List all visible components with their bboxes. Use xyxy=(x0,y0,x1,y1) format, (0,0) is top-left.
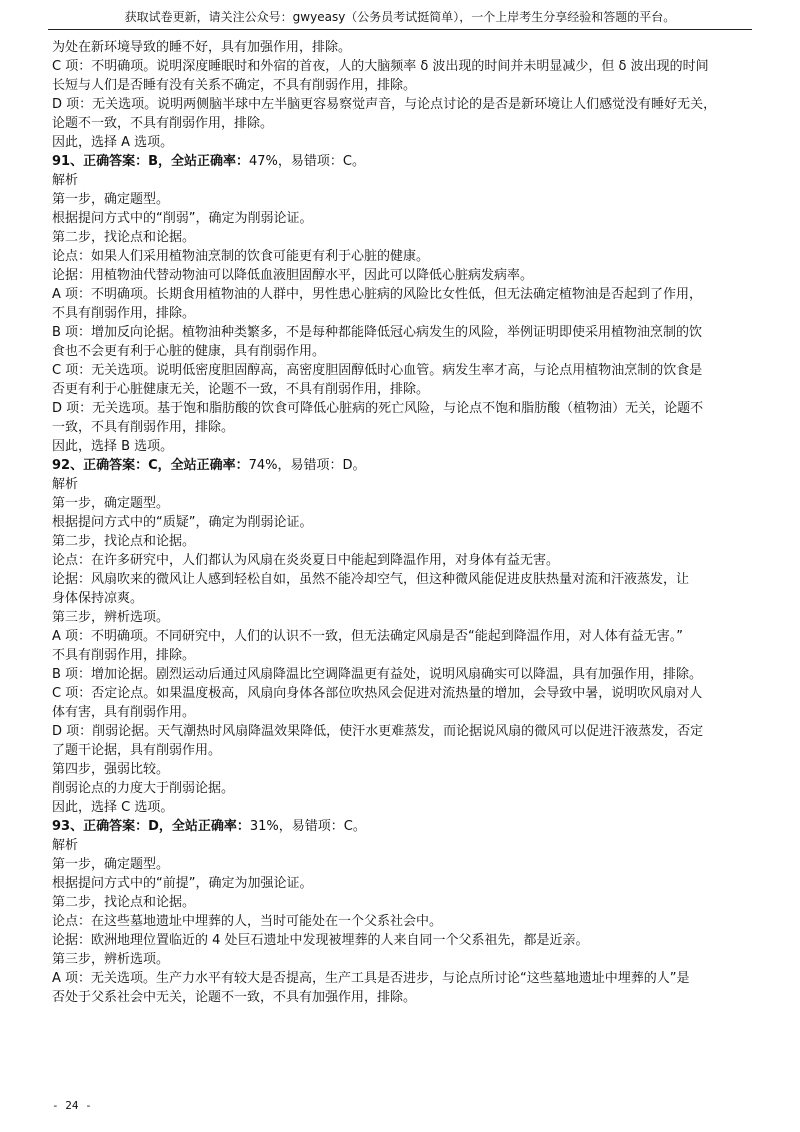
text-line: 第四步，强弱比较。 xyxy=(52,762,170,777)
text-line: 身体保持凉爽。 xyxy=(52,591,144,606)
text-line: 第一步，确定题型。 xyxy=(52,496,170,511)
answer-header-rate: 74%， xyxy=(248,458,291,473)
text-line: 第三步，辨析选项。 xyxy=(52,610,170,625)
text-line: 一致，不具有削弱作用，排除。 xyxy=(52,420,235,435)
answer-header-b2: B，全站正确率： xyxy=(148,154,250,169)
answer-header-bold: 93、正确答案： xyxy=(52,819,149,834)
text-line: 长短与人们是否睡有没有关系不确定，不具有削弱作用，排除。 xyxy=(52,78,417,93)
text-line: 为处在新环境导致的睡不好，具有加强作用，排除。 xyxy=(52,40,352,55)
page-number: - 24 - xyxy=(52,1099,92,1112)
text-line: A 项：不明确项。不同研究中，人们的认识不一致，但无法确定风扇是否“能起到降温作用，对人体有益无害。” xyxy=(52,629,683,644)
text-line: A 项：不明确项。长期食用植物油的人群中，男性患心脏病的风险比女性低，但无法确定植物油是否起到了作用， xyxy=(52,287,703,302)
text-line: C 项：无关选项。说明低密度胆固醇高，高密度胆固醇低时心血管。病发生率才高，与论点用植物油烹制的饮食是 xyxy=(52,363,703,378)
text-line: 食也不会更有利于心脏的健康，具有削弱作用。 xyxy=(52,344,326,359)
text-line: 了题干论据，具有削弱作用。 xyxy=(52,743,222,758)
text-line: 论据：风扇吹来的微风让人感到轻松自如，虽然不能冷却空气，但这种微风能促进皮肤热量对流和汗液蒸发，让 xyxy=(52,572,690,587)
answer-header-b2: C，全站正确率： xyxy=(148,458,249,473)
text-line: 体有害，具有削弱作用。 xyxy=(52,705,196,720)
text-line: 第一步，确定题型。 xyxy=(52,857,170,872)
text-line: 论点：如果人们采用植物油烹制的饮食可能更有利于心脏的健康。 xyxy=(52,249,430,264)
text-line: 解析 xyxy=(52,838,79,853)
text-line: C 项：不明确项。说明深度睡眠时和外宿的首夜，人的大脑频率 δ 波出现的时间并未明显减少，但 δ 波出现的时间 xyxy=(52,59,709,74)
text-line: 解析 xyxy=(52,477,79,492)
answer-header-tail: 易错项：C。 xyxy=(290,154,365,169)
text-line: 不具有削弱作用，排除。 xyxy=(52,648,196,663)
answer-header-rate: 31%， xyxy=(249,819,292,834)
document-body xyxy=(52,38,752,1007)
text-line: 因此，选择 A 选项。 xyxy=(52,135,174,150)
text-line: D 项：削弱论据。天气潮热时风扇降温效果降低，使汗水更难蒸发，而论据说风扇的微风可以促进汗液蒸发，否定 xyxy=(52,724,704,739)
text-line: 不具有削弱作用，排除。 xyxy=(52,306,196,321)
text-line: C 项：否定论点。如果温度极高，风扇向身体各部位吹热风会促进对流热量的增加，会导致中暑，说明吹风扇对人 xyxy=(52,686,703,701)
text-line: 论据：欧洲地理位置临近的 4 处巨石遗址中发现被埋葬的人来自同一个父系祖先，都是近亲。 xyxy=(52,933,589,948)
question-answer-header xyxy=(52,152,752,171)
text-line: 第二步，找论点和论据。 xyxy=(52,534,196,549)
text-line: B 项：增加论据。剧烈运动后通过风扇降温比空调降温更有益处，说明风扇确实可以降温，具有加强作用，排除。 xyxy=(52,667,703,682)
text-line: 第二步，找论点和论据。 xyxy=(52,230,196,245)
answer-header-bold: 92、正确答案： xyxy=(52,458,149,473)
answer-header-rate: 47%， xyxy=(249,154,291,169)
text-line: 根据提问方式中的“质疑”，确定为削弱论证。 xyxy=(52,515,313,530)
text-line: 否处于父系社会中无关，论题不一致，不具有加强作用，排除。 xyxy=(52,990,417,1005)
text-line: 第三步，辨析选项。 xyxy=(52,952,170,967)
text-line: 因此，选择 B 选项。 xyxy=(52,439,174,454)
text-line: 根据提问方式中的“削弱”，确定为削弱论证。 xyxy=(52,211,313,226)
text-line: 削弱论点的力度大于削弱论据。 xyxy=(52,781,235,796)
text-line: D 项：无关选项。说明两侧脑半球中左半脑更容易察觉声音，与论点讨论的是否是新环境让人们感觉没有睡好无关， xyxy=(52,97,717,112)
text-line: 第二步，找论点和论据。 xyxy=(52,895,196,910)
answer-header-tail: 易错项：C。 xyxy=(291,819,366,834)
text-line: 论点：在许多研究中，人们都认为风扇在炎炎夏日中能起到降温作用，对身体有益无害。 xyxy=(52,553,560,568)
text-line: 第一步，确定题型。 xyxy=(52,192,170,207)
page-header: 获取试卷更新，请关注公众号：gwyeasy（公务员考试挺简单），一个上岸考生分享经验和答题的平台。 xyxy=(124,10,676,24)
text-line: 解析 xyxy=(52,173,79,188)
text-line: 论点：在这些墓地遗址中埋葬的人，当时可能处在一个父系社会中。 xyxy=(52,914,443,929)
question-answer-header xyxy=(52,456,752,475)
answer-header-b2: D，全站正确率： xyxy=(148,819,250,834)
text-line: D 项：无关选项。基于饱和脂肪酸的饮食可降低心脏病的死亡风险，与论点不饱和脂肪酸（植物油）无关，论题不 xyxy=(52,401,704,416)
answer-header-bold: 91、正确答案： xyxy=(52,154,149,169)
text-line: B 项：增加反向论据。植物油种类繁多，不是每种都能降低冠心病发生的风险，举例证明即使采用植物油烹制的饮 xyxy=(52,325,703,340)
text-line: 论题不一致，不具有削弱作用，排除。 xyxy=(52,116,274,131)
question-answer-header xyxy=(52,817,752,836)
text-line: 否更有利于心脏健康无关，论题不一致，不具有削弱作用，排除。 xyxy=(52,382,430,397)
text-line: 根据提问方式中的“前提”，确定为加强论证。 xyxy=(52,876,313,891)
text-line: 论据：用植物油代替动物油可以降低血液胆固醇水平，因此可以降低心脏病发病率。 xyxy=(52,268,534,283)
text-line: A 项：无关选项。生产力水平有较大是否提高，生产工具是否进步，与论点所讨论“这些墓地遗址中埋葬的人”是 xyxy=(52,971,690,986)
text-line: 因此，选择 C 选项。 xyxy=(52,800,174,815)
header-divider xyxy=(48,29,752,30)
answer-header-tail: 易错项：D。 xyxy=(290,458,366,473)
